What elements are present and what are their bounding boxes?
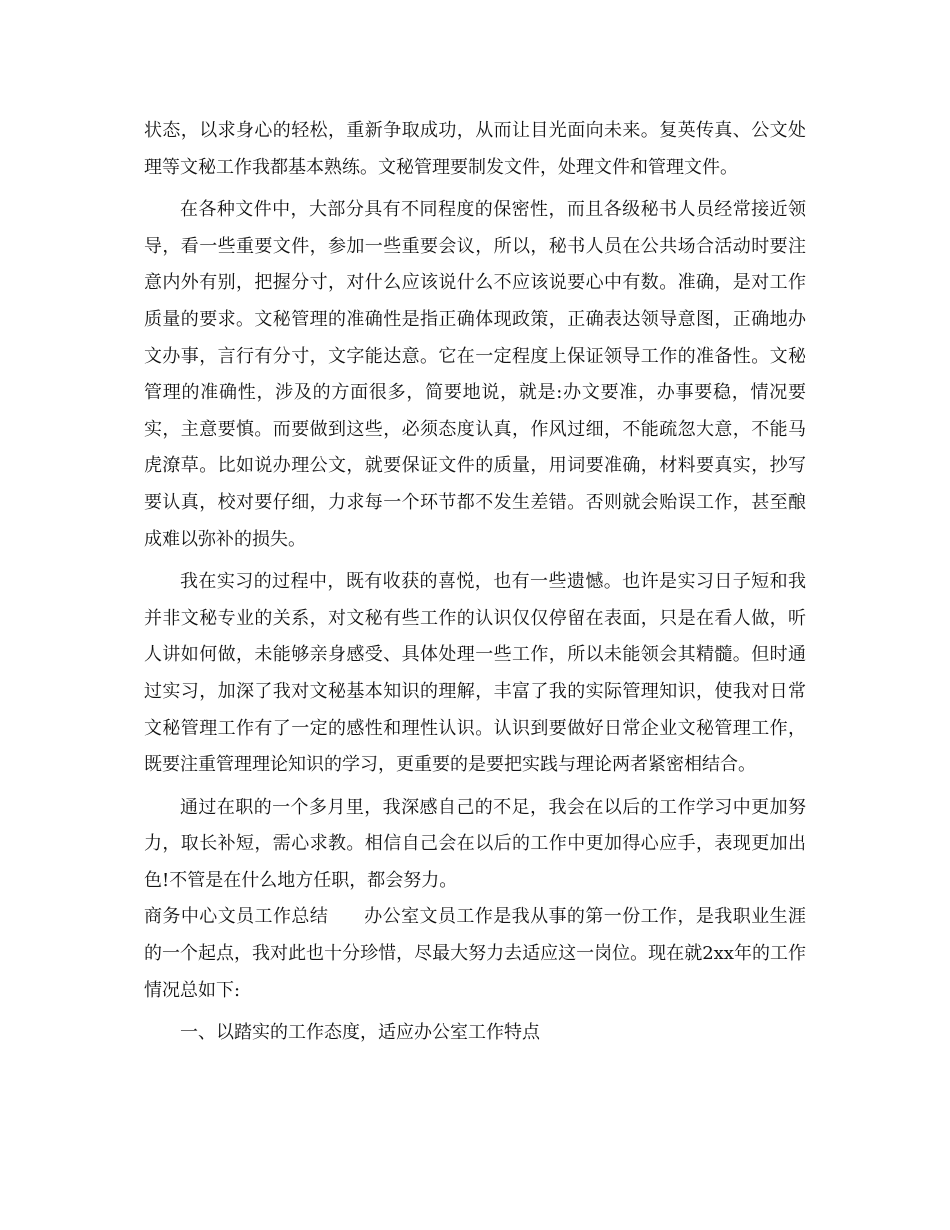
paragraph-3: 我在实习的过程中，既有收获的喜悦，也有一些遗憾。也许是实习日子短和我并非文秘专业的关系，对文秘有些工作的认识仅仅停留在表面，只是在看人做，听人讲如何做，未能够亲身感受、具体处理一些工作，所以未能领会其精髓。但时通过实习，加深了我对文秘基本知识的理解，丰富了我的实际管理知识，使我对日常文秘管理工作有了一定的感性和理性认识。认识到要做好日常企业文秘管理工作，既要注重管理理论知识的学习，更重要的是要把实践与理论两者紧密相结合。 [144, 571, 806, 776]
document-page [144, 113, 806, 1052]
section-paragraph [144, 899, 806, 1009]
section-body: 办公室文员工作是我从事的第一份工作，是我职业生涯的一个起点，我对此也十分珍惜，尽最大努力去适应这一岗位。现在就2xx年的工作情况总如下: [144, 906, 807, 1001]
section-title: 商务中心文员工作总结 [144, 906, 329, 928]
paragraph-1: 状态，以求身心的轻松，重新争取成功，从而让目光面向未来。复英传真、公文处理等文秘工作我都基本熟练。文秘管理要制发文件，处理文件和管理文件。 [144, 120, 806, 178]
subheading: 一、以踏实的工作态度，适应办公室工作特点 [180, 1022, 540, 1044]
paragraph-2: 在各种文件中，大部分具有不同程度的保密性，而且各级秘书人员经常接近领导，看一些重要文件，参加一些重要会议，所以，秘书人员在公共场合活动时要注意内外有别，把握分寸，对什么应该说什么不应该说要心中有数。准确，是对工作质量的要求。文秘管理的准确性是指正确体现政策，正确表达领导意图，正确地办文办事，言行有分寸，文字能达意。它在一定程度上保证领导工作的准备性。文秘管理的准确性，涉及的方面很多，简要地说，就是:办文要准，办事要稳，情况要实，主意要慎。而要做到这些，必须态度认真，作风过细，不能疏忽大意，不能马虎潦草。比如说办理公文，就要保证文件的质量，用词要准确，材料要真实，抄写要认真，校对要仔细，力求每一个环节都不发生差错。否则就会贻误工作，甚至酿成难以弥补的损失。 [144, 199, 806, 550]
paragraph-4: 通过在职的一个多月里，我深感自己的不足，我会在以后的工作学习中更加努力，取长补短，需心求教。相信自己会在以后的工作中更加得心应手，表现更加出色!不管是在什么地方任职，都会努力。 [144, 796, 806, 891]
